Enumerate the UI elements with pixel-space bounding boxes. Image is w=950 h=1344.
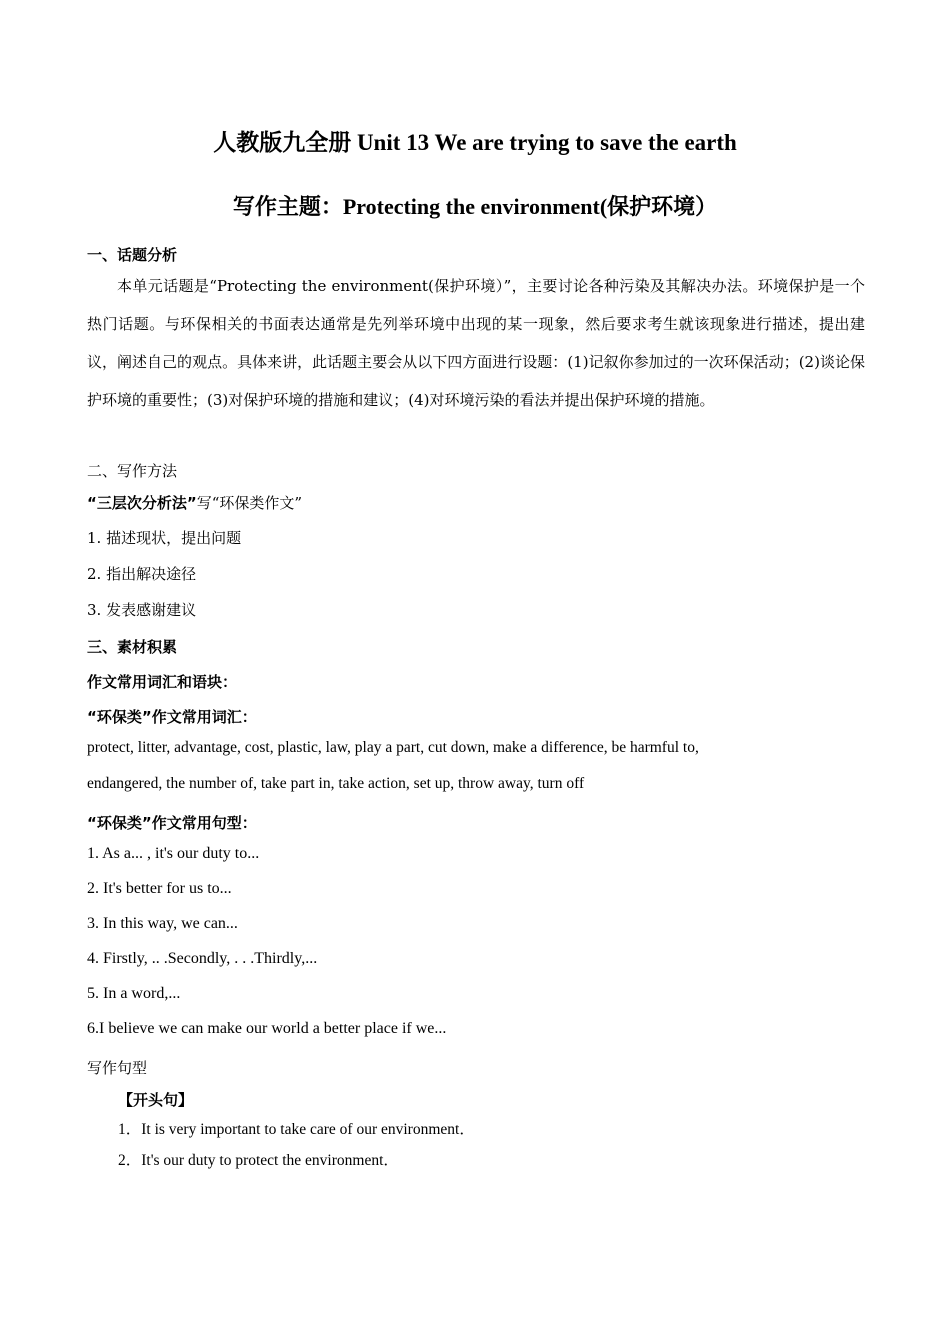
- sentence-pattern: 4. Firstly, .. .Secondly, . . .Thirdly,...: [87, 950, 318, 967]
- vocab-heading: 作文常用词汇和语块：: [87, 673, 238, 691]
- sentence-pattern: 3. In this way, we can...: [87, 915, 238, 932]
- sentences-heading: “环保类”作文常用句型：: [87, 814, 257, 832]
- section-heading-materials: 三、素材积累: [87, 638, 178, 656]
- words-heading: “环保类”作文常用词汇：: [87, 708, 257, 726]
- document-title: 人教版九全册 Unit 13 We are trying to save the earth: [213, 130, 737, 155]
- method-step: 1. 描述现状，提出问题: [87, 529, 242, 547]
- method-step: 3. 发表感谢建议: [87, 601, 197, 619]
- topic-analysis-paragraph: 本单元话题是“Protecting the environment(保护环境）”，主要讨论各种污染及其解决办法。环境保护是一个热门话题。与环保相关的书面表达通常是先列举环境中出现的某一现象，然后要求考生就该现象进行描述，提出建议，阐述自己的观点。具体来讲，此话题主要会从以下四方面进行设题：(1)记叙你参加过的一次环保活动；(2)谈论保护环境的重要性；(3)对保护环境的措施和建议；(4)对环境污染的看法并提出保护环境的措施。: [87, 277, 865, 409]
- method-line: [87, 492, 302, 513]
- method-bold-label: “三层次分析法”: [87, 494, 197, 512]
- document-subtitle: 写作主题：Protecting the environment(保护环境）: [232, 194, 718, 219]
- sentence-pattern: 5. In a word,...: [87, 985, 181, 1002]
- words-line: protect, litter, advantage, cost, plastic, law, play a part, cut down, make a difference, be harmful to,: [87, 739, 699, 756]
- method-rest-label: 写“环保类作文”: [196, 494, 303, 512]
- opening-label: 【开头句】: [118, 1091, 194, 1109]
- sentence-pattern: 2. It's better for us to...: [87, 880, 232, 897]
- writing-patterns-heading: 写作句型: [87, 1059, 148, 1077]
- words-line: endangered, the number of, take part in, take action, set up, throw away, turn off: [87, 775, 585, 792]
- opening-sentence: 1．It is very important to take care of our environment．: [118, 1121, 475, 1138]
- sentence-pattern: 6.I believe we can make our world a better place if we...: [87, 1020, 447, 1037]
- opening-sentence: 2．It's our duty to protect the environment．: [118, 1152, 399, 1169]
- sentence-pattern: 1. As a... , it's our duty to...: [87, 845, 260, 862]
- section-heading-topic-analysis: 一、话题分析: [87, 246, 178, 264]
- section-heading-writing-method: 二、写作方法: [87, 462, 178, 480]
- method-step: 2. 指出解决途径: [87, 565, 197, 583]
